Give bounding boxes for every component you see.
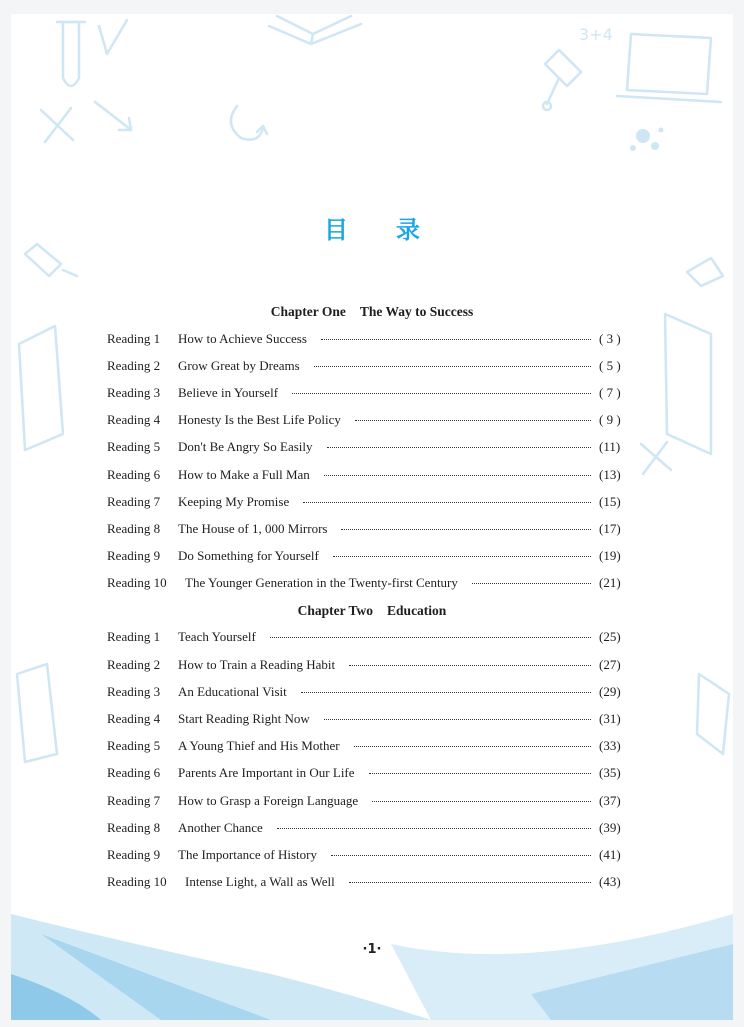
chapter-number: Chapter Two — [297, 602, 374, 618]
page-reference: (15) — [599, 493, 621, 509]
toc-entry[interactable] — [107, 624, 637, 651]
reading-title: Grow Great by Dreams — [178, 357, 300, 373]
reading-number: Reading 7 — [107, 792, 161, 808]
page-reference: (31) — [599, 711, 621, 727]
dot-leader — [277, 827, 591, 829]
toc-entry[interactable] — [107, 760, 637, 787]
toc-entry[interactable] — [107, 869, 637, 896]
cross-right-icon — [641, 442, 671, 474]
page-reference: ( 7 ) — [599, 384, 621, 400]
page-reference: (35) — [599, 765, 621, 781]
reading-number: Reading 8 — [107, 819, 161, 835]
page-reference: (25) — [599, 629, 621, 645]
reading-title: Do Something for Yourself — [178, 548, 319, 564]
toc-entry[interactable] — [107, 515, 637, 542]
chapter-number: Chapter One — [270, 304, 346, 319]
dot-leader — [321, 338, 591, 340]
page-reference: (41) — [599, 846, 621, 862]
pushpin-icon — [543, 50, 581, 110]
reading-number: Reading 10 — [107, 874, 167, 890]
reading-number: Reading 3 — [107, 384, 161, 400]
page-reference: (19) — [599, 548, 621, 564]
reading-number: Reading 2 — [107, 357, 161, 373]
dot-leader — [355, 419, 591, 421]
dot-leader — [369, 772, 591, 774]
chapter-title: The Way to Success — [359, 304, 474, 319]
reading-number: Reading 7 — [107, 493, 161, 509]
title-char-2: 录 — [396, 216, 420, 244]
reading-number: Reading 9 — [107, 548, 161, 564]
dot-leader — [349, 881, 591, 883]
toc-entry[interactable] — [107, 814, 637, 841]
reading-number: Reading 10 — [107, 575, 167, 591]
toc-entry[interactable] — [107, 352, 637, 379]
chapter-title: Education — [387, 602, 447, 618]
page-reference: ( 9 ) — [599, 412, 621, 428]
toc-entry[interactable] — [107, 787, 637, 814]
page-reference: (33) — [599, 738, 621, 754]
reading-number: Reading 6 — [107, 466, 161, 482]
reading-number: Reading 1 — [107, 330, 161, 346]
page-reference: (37) — [599, 792, 621, 808]
dot-leader — [372, 800, 591, 802]
circular-arrow-icon — [231, 106, 267, 140]
toc-entry[interactable] — [107, 488, 637, 515]
reading-number: Reading 2 — [107, 656, 161, 672]
book-icon — [269, 16, 361, 44]
reading-title: How to Make a Full Man — [178, 466, 310, 482]
laptop-icon — [617, 34, 721, 102]
pin-right-icon — [687, 258, 723, 286]
test-tube-icon — [57, 22, 85, 86]
toc-entry[interactable] — [107, 379, 637, 406]
toc-entry[interactable] — [107, 733, 637, 760]
reading-title: The Younger Generation in the Twenty-first Century — [185, 575, 458, 591]
reading-title: How to Train a Reading Habit — [178, 656, 336, 672]
chapter-heading — [107, 597, 637, 624]
reading-number: Reading 5 — [107, 738, 161, 754]
arrow-icon — [95, 102, 131, 130]
toc-entry[interactable] — [107, 678, 637, 705]
pin-left-icon — [25, 244, 77, 276]
dot-leader — [292, 392, 591, 394]
reading-number: Reading 3 — [107, 683, 161, 699]
dot-leader — [270, 636, 591, 638]
reading-title: Another Chance — [178, 819, 263, 835]
reading-title: Teach Yourself — [178, 629, 256, 645]
reading-title: Believe in Yourself — [178, 384, 279, 400]
dot-leader — [349, 664, 591, 666]
reading-title: Don't Be Angry So Easily — [178, 439, 313, 455]
reading-number: Reading 4 — [107, 711, 161, 727]
toc-entry[interactable] — [107, 407, 637, 434]
dot-leader — [327, 446, 591, 448]
dot-leader — [324, 718, 591, 720]
reading-number: Reading 1 — [107, 629, 161, 645]
page-reference: (39) — [599, 819, 621, 835]
cross-icon — [41, 108, 73, 142]
dot-leader — [472, 582, 591, 584]
toc-entry[interactable] — [107, 325, 637, 352]
reading-title: Start Reading Right Now — [178, 711, 310, 727]
dot-leader — [354, 745, 591, 747]
paint-brush-stroke — [11, 914, 733, 1020]
table-of-contents — [107, 298, 637, 896]
reading-number: Reading 5 — [107, 439, 161, 455]
page-reference: (11) — [599, 439, 621, 455]
dot-leader — [301, 691, 591, 693]
dot-leader — [324, 474, 591, 476]
page-reference: (13) — [599, 466, 621, 482]
toc-entry[interactable] — [107, 434, 637, 461]
toc-entry[interactable] — [107, 570, 637, 597]
toc-entry[interactable] — [107, 841, 637, 868]
dot-leader — [303, 501, 591, 503]
reading-number: Reading 4 — [107, 412, 161, 428]
page-reference: ( 5 ) — [599, 357, 621, 373]
page-reference: (43) — [599, 874, 621, 890]
svg-text:3+4: 3+4 — [579, 25, 613, 44]
dot-leader — [341, 528, 591, 530]
page-title — [11, 210, 733, 245]
ink-splash-icon — [630, 128, 664, 152]
reading-title: Keeping My Promise — [178, 493, 290, 509]
reading-title: Parents Are Important in Our Life — [178, 765, 355, 781]
reading-number: Reading 8 — [107, 520, 161, 536]
toc-entry[interactable] — [107, 461, 637, 488]
dot-leader — [331, 854, 591, 856]
chapter-heading — [107, 298, 637, 325]
page-reference: (21) — [599, 575, 621, 591]
reading-title: An Educational Visit — [178, 683, 287, 699]
dot-leader — [333, 555, 591, 557]
reading-title: Intense Light, a Wall as Well — [185, 874, 335, 890]
reading-title: How to Achieve Success — [178, 330, 307, 346]
reading-title: Honesty Is the Best Life Policy — [178, 412, 341, 428]
pencil-icon — [99, 20, 127, 54]
page-reference: (17) — [599, 520, 621, 536]
title-char-1: 目 — [324, 216, 348, 244]
reading-title: How to Grasp a Foreign Language — [178, 792, 359, 808]
page-reference: (27) — [599, 656, 621, 672]
document-page — [11, 14, 733, 1020]
reading-title: A Young Thief and His Mother — [178, 738, 340, 754]
page-number: ·1· — [362, 942, 382, 957]
reading-title: The House of 1, 000 Mirrors — [178, 520, 328, 536]
page-reference: (29) — [599, 683, 621, 699]
dot-leader — [314, 365, 591, 367]
reading-number: Reading 9 — [107, 846, 161, 862]
toc-entry[interactable] — [107, 543, 637, 570]
page-reference: ( 3 ) — [599, 330, 621, 346]
reading-title: The Importance of History — [178, 846, 317, 862]
toc-entry[interactable] — [107, 651, 637, 678]
reading-number: Reading 6 — [107, 765, 161, 781]
toc-entry[interactable] — [107, 705, 637, 732]
